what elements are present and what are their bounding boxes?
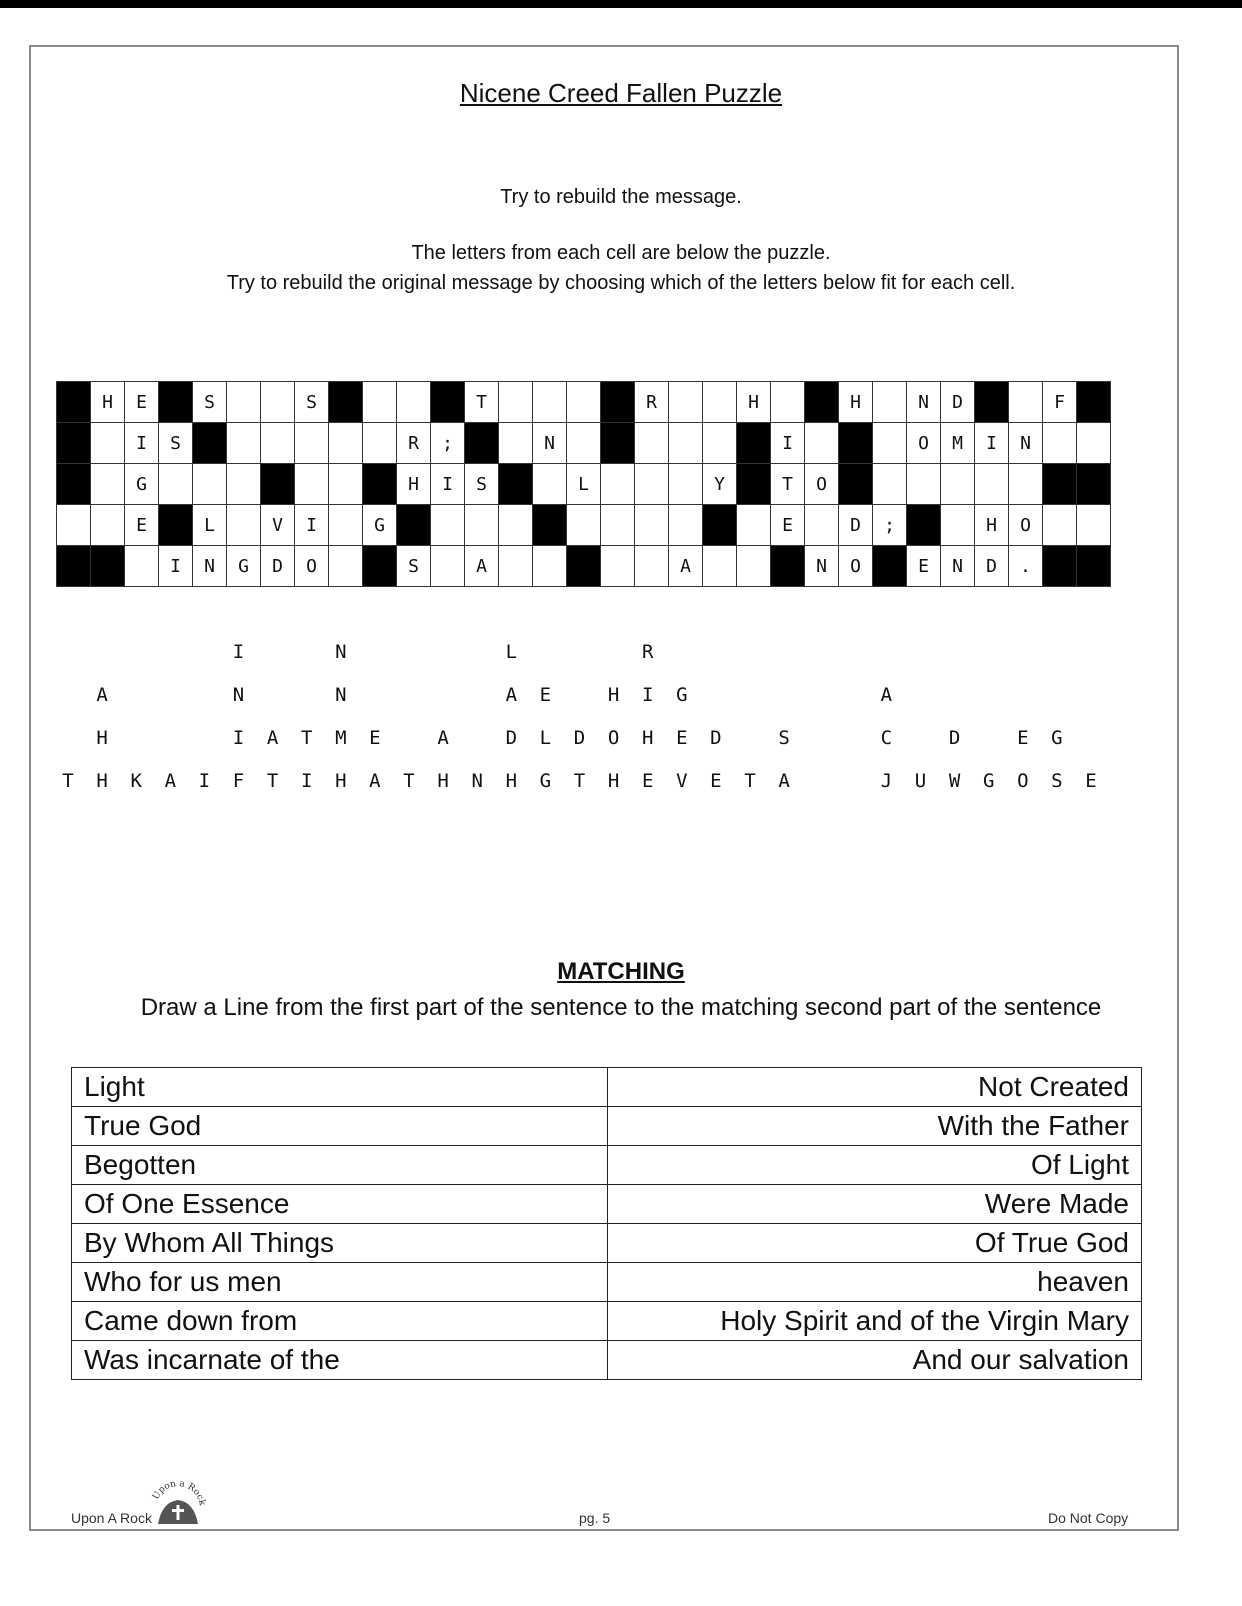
grid-row — [57, 505, 1111, 546]
grid-block-cell — [737, 464, 771, 505]
grid-cell[interactable]: G — [363, 505, 397, 546]
grid-block-cell — [873, 546, 907, 587]
grid-cell[interactable]: S — [193, 382, 227, 423]
grid-cell[interactable]: N — [1009, 423, 1043, 464]
grid-cell[interactable]: E — [907, 546, 941, 587]
fallen-letter: T — [744, 770, 756, 792]
fallen-letter: S — [1051, 770, 1063, 792]
fallen-letter: A — [778, 770, 790, 792]
grid-cell[interactable] — [533, 464, 567, 505]
grid-cell[interactable] — [669, 382, 703, 423]
fallen-letter: G — [1051, 727, 1063, 749]
fallen-letter: K — [130, 770, 142, 792]
grid-block-cell — [397, 505, 431, 546]
grid-cell[interactable] — [329, 546, 363, 587]
grid-block-cell — [159, 505, 193, 546]
grid-cell[interactable]: N — [805, 546, 839, 587]
grid-cell[interactable] — [533, 546, 567, 587]
fallen-letter: E — [1085, 770, 1097, 792]
fallen-letter: A — [266, 727, 279, 749]
fallen-letter: A — [880, 684, 893, 706]
grid-cell[interactable]: F — [1043, 382, 1077, 423]
grid-cell[interactable]: M — [941, 423, 975, 464]
grid-cell[interactable] — [669, 464, 703, 505]
grid-block-cell — [363, 546, 397, 587]
grid-cell[interactable] — [601, 464, 635, 505]
matching-right-phrase[interactable]: Of True God — [608, 1224, 1142, 1263]
matching-left-phrase[interactable]: Who for us men — [72, 1263, 608, 1302]
footer-right: Do Not Copy — [1048, 1510, 1129, 1526]
grid-cell[interactable]: N — [907, 382, 941, 423]
grid-block-cell — [193, 423, 227, 464]
fallen-letter: H — [607, 770, 620, 792]
fallen-letter: H — [641, 727, 654, 749]
grid-block-cell — [771, 546, 805, 587]
grid-cell[interactable]: E — [125, 505, 159, 546]
fallen-letter: I — [641, 684, 654, 706]
instruction-line-2: The letters from each cell are below the puzzle. — [411, 242, 831, 264]
grid-block-cell — [533, 505, 567, 546]
grid-block-cell — [839, 464, 873, 505]
fallen-letter: O — [607, 727, 620, 749]
grid-cell[interactable] — [499, 505, 533, 546]
matching-right-phrase[interactable]: heaven — [608, 1263, 1142, 1302]
grid-cell[interactable] — [295, 464, 329, 505]
matching-row — [72, 1224, 1142, 1263]
grid-block-cell — [1077, 546, 1111, 587]
grid-block-cell — [1043, 464, 1077, 505]
fallen-letter: M — [335, 727, 347, 749]
grid-cell[interactable] — [941, 464, 975, 505]
grid-cell[interactable]: T — [465, 382, 499, 423]
grid-cell[interactable] — [1043, 423, 1077, 464]
grid-cell[interactable] — [567, 423, 601, 464]
grid-cell[interactable] — [261, 382, 295, 423]
grid-cell[interactable]: . — [1009, 546, 1043, 587]
fallen-letter: A — [369, 770, 381, 792]
fallen-letter: S — [778, 727, 790, 749]
grid-block-cell — [1077, 382, 1111, 423]
grid-cell[interactable]: I — [295, 505, 329, 546]
fallen-letter: H — [96, 727, 108, 749]
matching-left-phrase[interactable]: Came down from — [72, 1302, 608, 1341]
fallen-letter: T — [403, 770, 415, 792]
grid-block-cell — [737, 423, 771, 464]
fallen-letter: L — [539, 727, 552, 749]
grid-cell[interactable] — [1009, 464, 1043, 505]
grid-cell[interactable]: N — [193, 546, 227, 587]
fallen-letter: D — [710, 727, 722, 749]
grid-block-cell — [703, 505, 737, 546]
grid-block-cell — [431, 382, 465, 423]
fallen-letter: O — [1017, 770, 1029, 792]
grid-cell[interactable]: E — [125, 382, 159, 423]
grid-cell[interactable]: O — [805, 464, 839, 505]
grid-cell[interactable] — [703, 382, 737, 423]
matching-table — [71, 1067, 1142, 1380]
grid-cell[interactable] — [669, 505, 703, 546]
grid-cell[interactable]: L — [193, 505, 227, 546]
grid-cell[interactable]: D — [261, 546, 295, 587]
grid-cell[interactable] — [567, 505, 601, 546]
grid-cell[interactable]: S — [465, 464, 499, 505]
grid-cell[interactable] — [159, 464, 193, 505]
grid-cell[interactable]: I — [975, 423, 1009, 464]
fallen-letter: I — [232, 727, 245, 749]
grid-row — [57, 382, 1111, 423]
grid-row — [57, 464, 1111, 505]
grid-cell[interactable] — [1077, 423, 1111, 464]
grid-cell[interactable]: R — [397, 423, 431, 464]
grid-cell[interactable]: E — [771, 505, 805, 546]
grid-cell[interactable]: T — [771, 464, 805, 505]
grid-cell[interactable]: D — [941, 382, 975, 423]
grid-block-cell — [567, 546, 601, 587]
grid-cell[interactable] — [125, 546, 159, 587]
grid-cell[interactable] — [873, 382, 907, 423]
fallen-letter: N — [335, 684, 347, 706]
fallen-letter: H — [96, 770, 108, 792]
grid-cell[interactable]: I — [771, 423, 805, 464]
fallen-letter: E — [1017, 727, 1029, 749]
grid-cell[interactable]: ; — [873, 505, 907, 546]
grid-cell[interactable] — [975, 464, 1009, 505]
grid-cell[interactable]: D — [839, 505, 873, 546]
grid-cell[interactable] — [805, 423, 839, 464]
grid-block-cell — [465, 423, 499, 464]
grid-cell[interactable]: S — [397, 546, 431, 587]
grid-cell[interactable]: S — [295, 382, 329, 423]
grid-cell[interactable] — [601, 505, 635, 546]
fallen-letter: G — [539, 770, 552, 792]
grid-block-cell — [261, 464, 295, 505]
matching-heading: MATCHING — [557, 958, 685, 985]
grid-cell[interactable] — [873, 423, 907, 464]
grid-cell[interactable] — [227, 464, 261, 505]
matching-row — [72, 1185, 1142, 1224]
grid-cell[interactable]: O — [1009, 505, 1043, 546]
grid-cell[interactable] — [703, 546, 737, 587]
fallen-letter: W — [948, 770, 961, 792]
grid-cell[interactable]: I — [431, 464, 465, 505]
grid-block-cell — [363, 464, 397, 505]
matching-row — [72, 1302, 1142, 1341]
fallen-letter: E — [539, 684, 552, 706]
instruction-line-1: Try to rebuild the message. — [500, 186, 742, 208]
matching-right-phrase[interactable]: Of Light — [608, 1146, 1142, 1185]
grid-block-cell — [91, 546, 125, 587]
grid-cell[interactable] — [737, 546, 771, 587]
matching-left-phrase[interactable]: Of One Essence — [72, 1185, 608, 1224]
grid-cell[interactable]: A — [465, 546, 499, 587]
grid-cell[interactable]: V — [261, 505, 295, 546]
grid-cell[interactable]: H — [839, 382, 873, 423]
upon-a-rock-logo — [148, 1478, 208, 1526]
grid-cell[interactable] — [499, 382, 533, 423]
grid-cell[interactable] — [227, 505, 261, 546]
matching-left-phrase[interactable]: By Whom All Things — [72, 1224, 608, 1263]
grid-block-cell — [329, 382, 363, 423]
grid-cell[interactable] — [499, 546, 533, 587]
fallen-letter: G — [982, 770, 995, 792]
grid-cell[interactable]: O — [295, 546, 329, 587]
grid-row — [57, 423, 1111, 464]
grid-block-cell — [907, 505, 941, 546]
grid-cell[interactable] — [431, 505, 465, 546]
grid-cell[interactable] — [193, 464, 227, 505]
grid-cell[interactable] — [703, 423, 737, 464]
fallen-letter: D — [505, 727, 518, 749]
fallen-letter: V — [676, 770, 688, 792]
grid-cell[interactable] — [261, 423, 295, 464]
puzzle-grid — [56, 381, 1111, 587]
fallen-letter: H — [335, 770, 347, 792]
svg-text:Upon a Rock: Upon a Rock — [151, 1478, 207, 1507]
grid-cell[interactable]: G — [125, 464, 159, 505]
grid-cell[interactable] — [635, 423, 669, 464]
grid-cell[interactable]: H — [975, 505, 1009, 546]
grid-cell[interactable] — [907, 464, 941, 505]
grid-block-cell — [601, 382, 635, 423]
grid-block-cell — [57, 546, 91, 587]
grid-cell[interactable]: H — [397, 464, 431, 505]
fallen-letter: R — [641, 641, 654, 663]
grid-cell[interactable] — [295, 423, 329, 464]
grid-cell[interactable] — [465, 505, 499, 546]
grid-cell[interactable] — [771, 382, 805, 423]
grid-block-cell — [57, 423, 91, 464]
grid-cell[interactable] — [329, 464, 363, 505]
grid-block-cell — [805, 382, 839, 423]
matching-row — [72, 1146, 1142, 1185]
grid-cell[interactable] — [1043, 505, 1077, 546]
fallen-letter: U — [914, 770, 927, 792]
grid-cell[interactable]: S — [159, 423, 193, 464]
fallen-letter: T — [573, 770, 586, 792]
grid-block-cell — [601, 423, 635, 464]
fallen-letter: A — [96, 684, 108, 706]
fallen-letter: C — [880, 727, 893, 749]
grid-cell[interactable] — [1077, 505, 1111, 546]
grid-cell[interactable] — [567, 382, 601, 423]
fallen-letter: I — [198, 770, 211, 792]
fallen-letter: T — [62, 770, 74, 792]
grid-cell[interactable]: D — [975, 546, 1009, 587]
matching-left-phrase[interactable]: Begotten — [72, 1146, 608, 1185]
grid-cell[interactable]: I — [159, 546, 193, 587]
matching-left-phrase[interactable]: Light — [72, 1068, 608, 1107]
matching-instructions: Draw a Line from the first part of the sentence to the matching second part of the sentence — [140, 994, 1102, 1021]
grid-block-cell — [57, 464, 91, 505]
grid-block-cell — [159, 382, 193, 423]
grid-row — [57, 546, 1111, 587]
grid-cell[interactable] — [227, 423, 261, 464]
grid-cell[interactable]: H — [737, 382, 771, 423]
grid-cell[interactable]: I — [125, 423, 159, 464]
grid-cell[interactable] — [499, 423, 533, 464]
matching-row — [72, 1263, 1142, 1302]
grid-cell[interactable]: A — [669, 546, 703, 587]
fallen-letter: H — [505, 770, 518, 792]
fallen-letter: N — [471, 770, 483, 792]
grid-cell[interactable]: O — [839, 546, 873, 587]
grid-block-cell — [1077, 464, 1111, 505]
fallen-letter: L — [505, 641, 518, 663]
fallen-letter: D — [573, 727, 586, 749]
instruction-line-3: Try to rebuild the original message by choosing which of the letters below fit for each cell. — [226, 272, 1016, 294]
fallen-letter: J — [880, 770, 893, 792]
fallen-letter: N — [232, 684, 245, 706]
fallen-letter: A — [164, 770, 177, 792]
grid-cell[interactable] — [669, 423, 703, 464]
grid-cell[interactable]: H — [91, 382, 125, 423]
grid-block-cell — [1043, 546, 1077, 587]
grid-cell[interactable]: ; — [431, 423, 465, 464]
grid-cell[interactable]: R — [635, 382, 669, 423]
grid-block-cell — [839, 423, 873, 464]
grid-cell[interactable]: G — [227, 546, 261, 587]
matching-right-phrase[interactable]: Holy Spirit and of the Virgin Mary — [608, 1302, 1142, 1341]
grid-cell[interactable] — [431, 546, 465, 587]
page-number: pg. 5 — [579, 1510, 611, 1526]
grid-cell[interactable] — [329, 505, 363, 546]
matching-row — [72, 1068, 1142, 1107]
fallen-letter: T — [300, 727, 313, 749]
grid-cell[interactable] — [91, 464, 125, 505]
grid-cell[interactable] — [1009, 382, 1043, 423]
grid-cell[interactable] — [635, 464, 669, 505]
grid-cell[interactable] — [91, 505, 125, 546]
grid-cell[interactable] — [227, 382, 261, 423]
fallen-letter: I — [232, 641, 245, 663]
fallen-letter: N — [335, 641, 347, 663]
fallen-letter: A — [505, 684, 518, 706]
fallen-letter: D — [948, 727, 961, 749]
grid-block-cell — [499, 464, 533, 505]
grid-cell[interactable] — [737, 505, 771, 546]
matching-row — [72, 1341, 1142, 1380]
grid-block-cell — [57, 382, 91, 423]
fallen-letter: E — [676, 727, 688, 749]
fallen-letter: F — [232, 770, 245, 792]
grid-cell[interactable] — [873, 464, 907, 505]
grid-cell[interactable] — [329, 423, 363, 464]
fallen-letter: A — [437, 727, 449, 749]
fallen-letter: E — [369, 727, 381, 749]
matching-right-phrase[interactable]: Were Made — [608, 1185, 1142, 1224]
grid-cell[interactable]: L — [567, 464, 601, 505]
matching-right-phrase[interactable]: With the Father — [608, 1107, 1142, 1146]
grid-cell[interactable] — [601, 546, 635, 587]
grid-cell[interactable]: O — [907, 423, 941, 464]
fallen-letter: H — [607, 684, 620, 706]
matching-right-phrase[interactable]: Not Created — [608, 1068, 1142, 1107]
grid-cell[interactable] — [941, 505, 975, 546]
grid-cell[interactable] — [57, 505, 91, 546]
puzzle-title: Nicene Creed Fallen Puzzle — [459, 78, 783, 108]
top-border — [0, 0, 1242, 8]
grid-cell[interactable] — [363, 382, 397, 423]
matching-left-phrase[interactable]: Was incarnate of the — [72, 1341, 608, 1380]
grid-cell[interactable] — [363, 423, 397, 464]
fallen-letter: I — [300, 770, 313, 792]
fallen-letter: G — [676, 684, 688, 706]
grid-cell[interactable]: Y — [703, 464, 737, 505]
grid-cell[interactable] — [805, 505, 839, 546]
matching-row — [72, 1107, 1142, 1146]
fallen-letter: T — [266, 770, 279, 792]
grid-cell[interactable]: N — [941, 546, 975, 587]
fallen-letter: H — [437, 770, 449, 792]
grid-block-cell — [975, 382, 1009, 423]
matching-right-phrase[interactable]: And our salvation — [608, 1341, 1142, 1380]
fallen-letter: E — [710, 770, 722, 792]
grid-cell[interactable] — [533, 382, 567, 423]
fallen-letter: E — [641, 770, 654, 792]
footer-left: Upon A Rock — [71, 1510, 152, 1526]
grid-cell[interactable] — [91, 423, 125, 464]
matching-left-phrase[interactable]: True God — [72, 1107, 608, 1146]
grid-cell[interactable] — [397, 382, 431, 423]
grid-cell[interactable]: N — [533, 423, 567, 464]
grid-cell[interactable] — [635, 546, 669, 587]
grid-cell[interactable] — [635, 505, 669, 546]
